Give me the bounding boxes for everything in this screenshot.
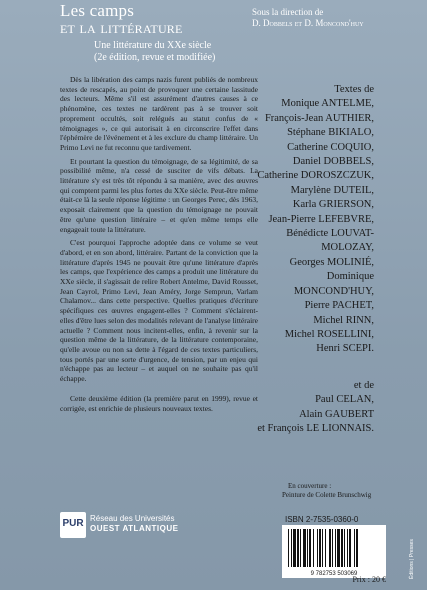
contributor: Georges MOLINIÉ, — [289, 256, 374, 268]
contributor: Pierre PACHET, — [304, 300, 374, 312]
contributor: Monique ANTELME, — [281, 98, 374, 110]
cover-credit-label: En couverture : — [288, 482, 332, 490]
cover-credit-value: Peinture de Colette Brunschwig — [282, 491, 372, 499]
title-line-1: Les camps — [60, 1, 135, 20]
publisher-network — [90, 514, 210, 534]
publisher-logo — [60, 512, 210, 542]
contributor: Michel ROSELLINI, — [284, 328, 374, 340]
subtitle-century: XX — [167, 40, 182, 51]
contributor: Catherine COQUIO, — [287, 141, 374, 153]
subtitle-line-1 — [94, 40, 264, 52]
contributor: Michel RINN, — [313, 314, 374, 326]
contributor: Daniel DOBBELS, — [292, 156, 374, 168]
contributor: Marylène DUTEIL, — [290, 184, 374, 196]
isbn: ISBN 2-7535-0360-0 — [285, 515, 359, 524]
contributor: Bénédicte LOUVAT-MOLOZAY, — [286, 228, 374, 254]
blurb-paragraph: Cette deuxième édition (la première parut en 1999), revue et corrigée, est enrichie de plusieurs nouveaux textes. — [60, 393, 258, 413]
book-subtitle — [94, 40, 264, 64]
extra-contributor: Paul CELAN, — [315, 394, 374, 406]
subtitle-post: e siècle — [181, 40, 212, 51]
direction-label: Sous la direction de — [252, 7, 324, 17]
extra-contributor: Alain GAUBERT — [299, 408, 374, 420]
subtitle-pre: Une littérature du — [94, 40, 168, 51]
publisher-side-mark-text: Éditions | Presses — [409, 539, 415, 579]
subtitle-line-2: (2e édition, revue et modifiée) — [94, 52, 216, 63]
blurb-paragraph: Dès la libération des camps nazis furent publiés de nombreux textes de rescapés, au point de provoquer une certaine lassitude des lecteurs. Même s'il est assurément d'autres causes à ce phénomène, ces textes ne tardèrent pas à se trouver soit proprement occultés, soit relégués au statut confus de « témoignages », ce qui autorisait à en circonscrire l'effet dans l'éphémère de l'événement et à les exclure du champ littéraire. Un Primo Levi ne fut reconnu que tardivement. — [60, 75, 258, 152]
directors: D. Dobbels et D. Moncond'huy — [252, 18, 364, 28]
publisher-side-mark — [402, 520, 414, 580]
editorial-direction — [252, 7, 427, 29]
blurb-paragraph: Et pourtant la question du témoignage, de sa légitimité, de sa possibilité même, n'a cessé de susciter de vifs débats. La littérature s'y est très tôt répondu à sa manière, avec des œuvres qui comptent parmi les plus fortes du XXe siècle. Peut-être même était-ce là la seule réponse légitime : un Georges Perec, dès 1963, exposait clairement que la question du témoignage ne pouvait être qu'une question littéraire – et qu'en même temps elle engageait toute la littérature. — [60, 156, 258, 234]
contributor: Henri SCEPI. — [316, 343, 374, 355]
barcode-bars — [282, 525, 386, 571]
network-line-1: Réseau des Universités — [90, 514, 175, 523]
title-line-2: et la littérature — [60, 18, 183, 37]
contributors-list — [244, 83, 374, 436]
contributor: Dominique MONCOND'HUY, — [293, 271, 374, 297]
pur-logo-text: PUR — [62, 518, 84, 529]
cover-credit — [282, 482, 402, 500]
contributor: Karla GRIERSON, — [292, 199, 374, 211]
contributors-intro: Textes de — [334, 84, 374, 95]
price: Prix : 20 € — [352, 575, 386, 584]
contributor: Catherine DOROSZCZUK, — [257, 170, 374, 182]
barcode-icon — [282, 525, 386, 571]
contributor: François-Jean AUTHIER, — [264, 112, 374, 124]
contributor: Stéphane BIKIALO, — [287, 127, 374, 139]
blurb-text — [60, 75, 258, 417]
contributor: Jean-Pierre LEFEBVRE, — [268, 213, 374, 225]
extra-contributors-intro: et de — [353, 379, 374, 391]
blurb-paragraph: C'est pourquoi l'approche adoptée dans ce volume se veut d'abord, et en son abord, littéraire. Partant de la conviction que la littérature d'après 1945 ne pouvait être qu'une littérature d'après les camps, que l'expérience des camps a produit une littérature du XXe siècle, il s'agissait de relire Robert Antelme, David Rousset, Jean Cayrol, Primo Levi, Jean Améry, Jorge Semprun, Varlam Chalamov... dans cette perspective. Quelles pratiques d'écriture spécifiques ces œuvres engagent-elles ? Comment s'éclairent-elles d'être lues selon des modalités relevant de l'analyse littéraire actuelle ? Comment nous incitent-elles, enfin, à revenir sur la question même de la littérature, de la littérature contemporaine, qu'elle avoue ou non sa dette à l'égard de ces textes particuliers, tous portés par une sorte d'urgence, de tension, par un enjeu qui n'échappe pas au lecteur – et auquel on ne souhaite pas qu'il échappe. — [60, 238, 258, 384]
barcode-number: 9 782753 503069 — [282, 571, 386, 578]
extra-contributor: et François LE LIONNAIS. — [257, 422, 374, 434]
network-line-2: OUEST ATLANTIQUE — [90, 524, 179, 533]
book-title — [60, 2, 260, 36]
